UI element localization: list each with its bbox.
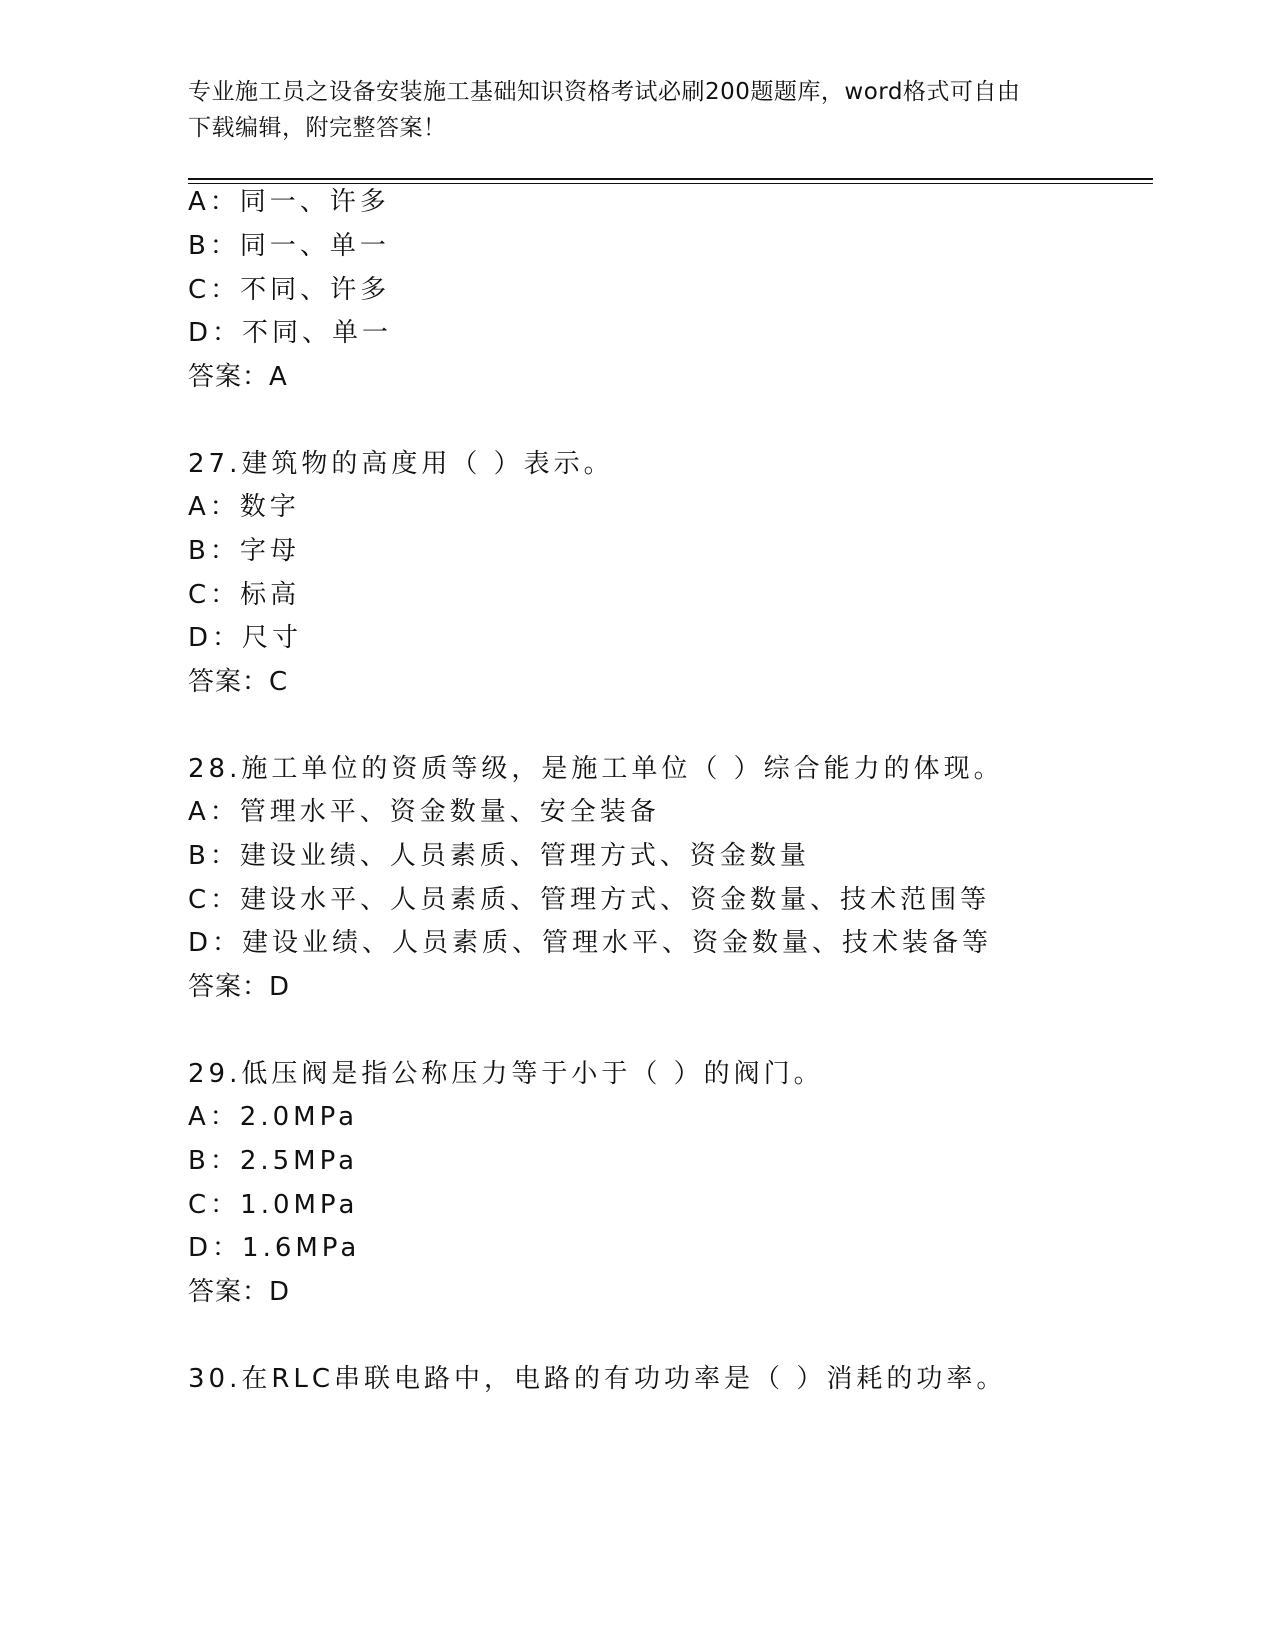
option-c: C：建设水平、人员素质、管理方式、资金数量、技术范围等 [188, 885, 991, 915]
answer: 答案：D [188, 972, 291, 1002]
option-b: B：建设业绩、人员素质、管理方式、资金数量 [188, 841, 810, 871]
question-stem: 30.在RLC串联电路中，电路的有功功率是（ ）消耗的功率。 [188, 1364, 1007, 1394]
option-c: C：1.0MPa [188, 1190, 359, 1220]
option-a: A：管理水平、资金数量、安全装备 [188, 797, 660, 827]
answer: 答案：A [188, 362, 288, 392]
option-c: C：标高 [188, 580, 301, 610]
option-b: B：同一、单一 [188, 231, 390, 261]
header-divider-thin [188, 183, 1153, 184]
option-d: D：1.6MPa [188, 1233, 361, 1263]
question-stem: 27.建筑物的高度用（ ）表示。 [188, 449, 614, 479]
option-a: A：2.0MPa [188, 1102, 359, 1132]
question-stem: 29.低压阀是指公称压力等于小于（ ）的阀门。 [188, 1059, 824, 1089]
option-a: A：同一、许多 [188, 187, 390, 217]
option-a: A：数字 [188, 492, 300, 522]
option-d: D：尺寸 [188, 623, 303, 653]
option-b: B：2.5MPa [188, 1146, 359, 1176]
document-header [188, 74, 1068, 146]
question-stem: 28.施工单位的资质等级，是施工单位（ ）综合能力的体现。 [188, 754, 1004, 784]
answer: 答案：D [188, 1277, 291, 1307]
header-divider-thick [188, 178, 1153, 180]
option-c: C：不同、许多 [188, 275, 391, 305]
header-title-line-1: 专业施工员之设备安装施工基础知识资格考试必刷200题题库，word格式可自由 [188, 79, 1021, 105]
header-title-line-2: 下载编辑，附完整答案！ [188, 115, 447, 141]
option-b: B：字母 [188, 536, 300, 566]
option-d: D：不同、单一 [188, 318, 393, 348]
answer: 答案：C [188, 667, 289, 697]
option-d: D：建设业绩、人员素质、管理水平、资金数量、技术装备等 [188, 928, 993, 958]
